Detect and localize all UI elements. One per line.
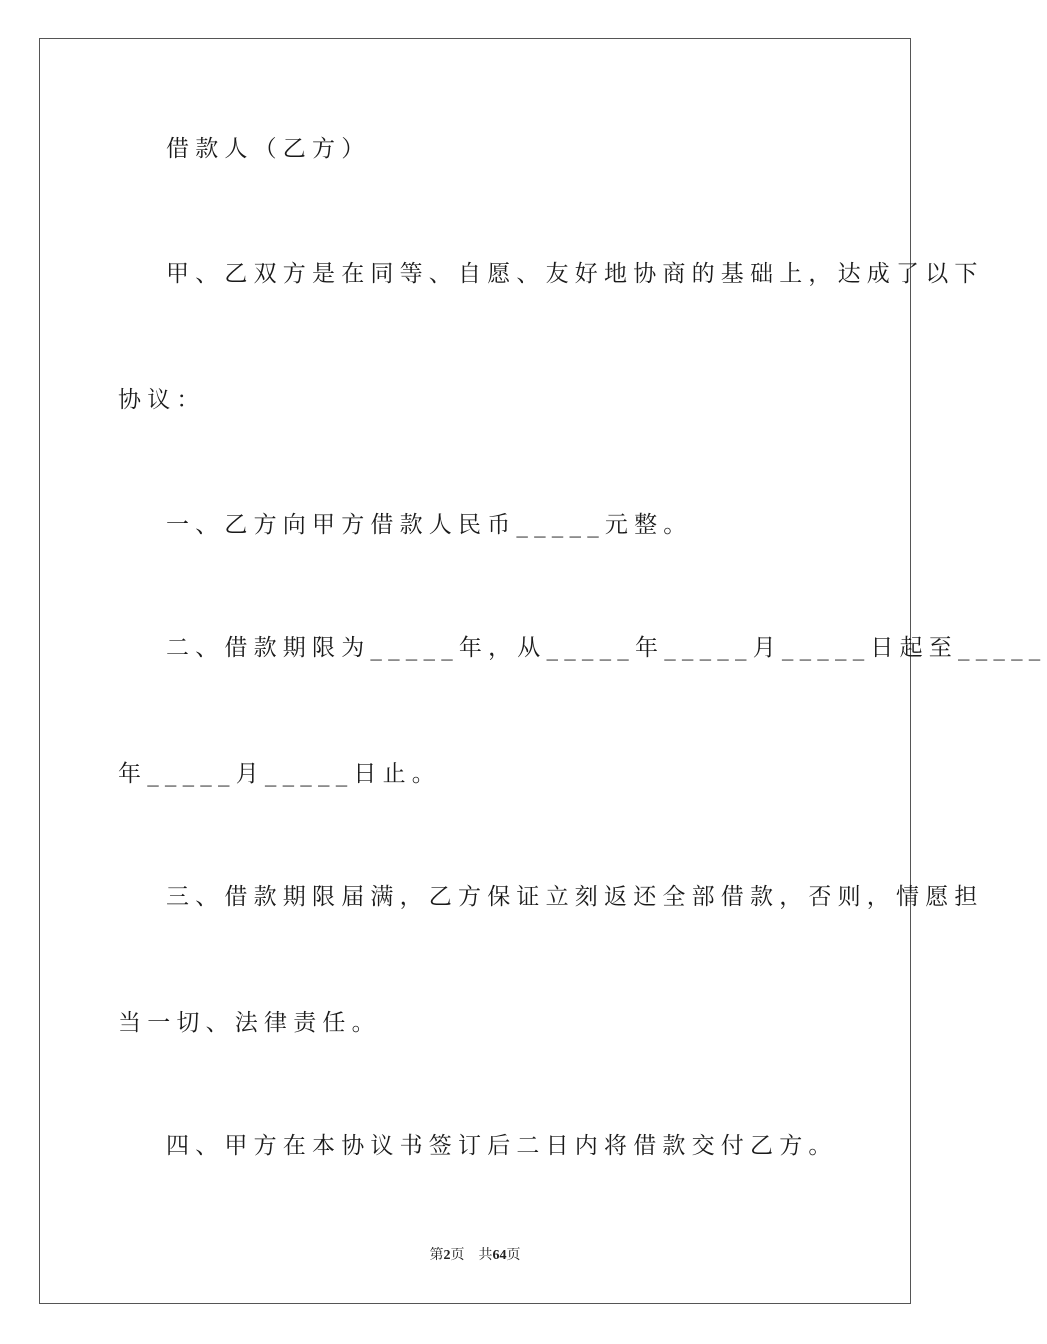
clause-two-line-1: 二、借款期限为_____年，从_____年_____月_____日起至_____ <box>166 635 1047 661</box>
clause-three-line-2: 当一切、法律责任。 <box>118 1010 381 1036</box>
clause-three-line-1: 三、借款期限届满，乙方保证立刻返还全部借款，否则，情愿担 <box>166 884 984 910</box>
footer-total-suffix: 页 <box>506 1248 521 1263</box>
footer-total-pages: 64 <box>492 1248 507 1263</box>
agreement-intro-line-2: 协议： <box>118 387 206 413</box>
clause-one-line: 一、乙方向甲方借款人民币_____元整。 <box>166 512 693 538</box>
footer-total-prefix: 共 <box>478 1248 493 1263</box>
borrower-label-line: 借款人（乙方） <box>166 136 371 162</box>
agreement-intro-line-1: 甲、乙双方是在同等、自愿、友好地协商的基础上，达成了以下 <box>166 261 984 287</box>
footer-page-prefix: 第 <box>429 1248 444 1263</box>
clause-four-line: 四、甲方在本协议书签订后二日内将借款交付乙方。 <box>166 1133 838 1159</box>
page-border <box>39 38 1047 1304</box>
clause-two-line-2: 年_____月_____日止。 <box>118 761 441 787</box>
footer-page-suffix: 页 <box>450 1248 465 1263</box>
footer-page-number: 2 <box>443 1248 451 1263</box>
page-footer <box>0 1247 950 1265</box>
